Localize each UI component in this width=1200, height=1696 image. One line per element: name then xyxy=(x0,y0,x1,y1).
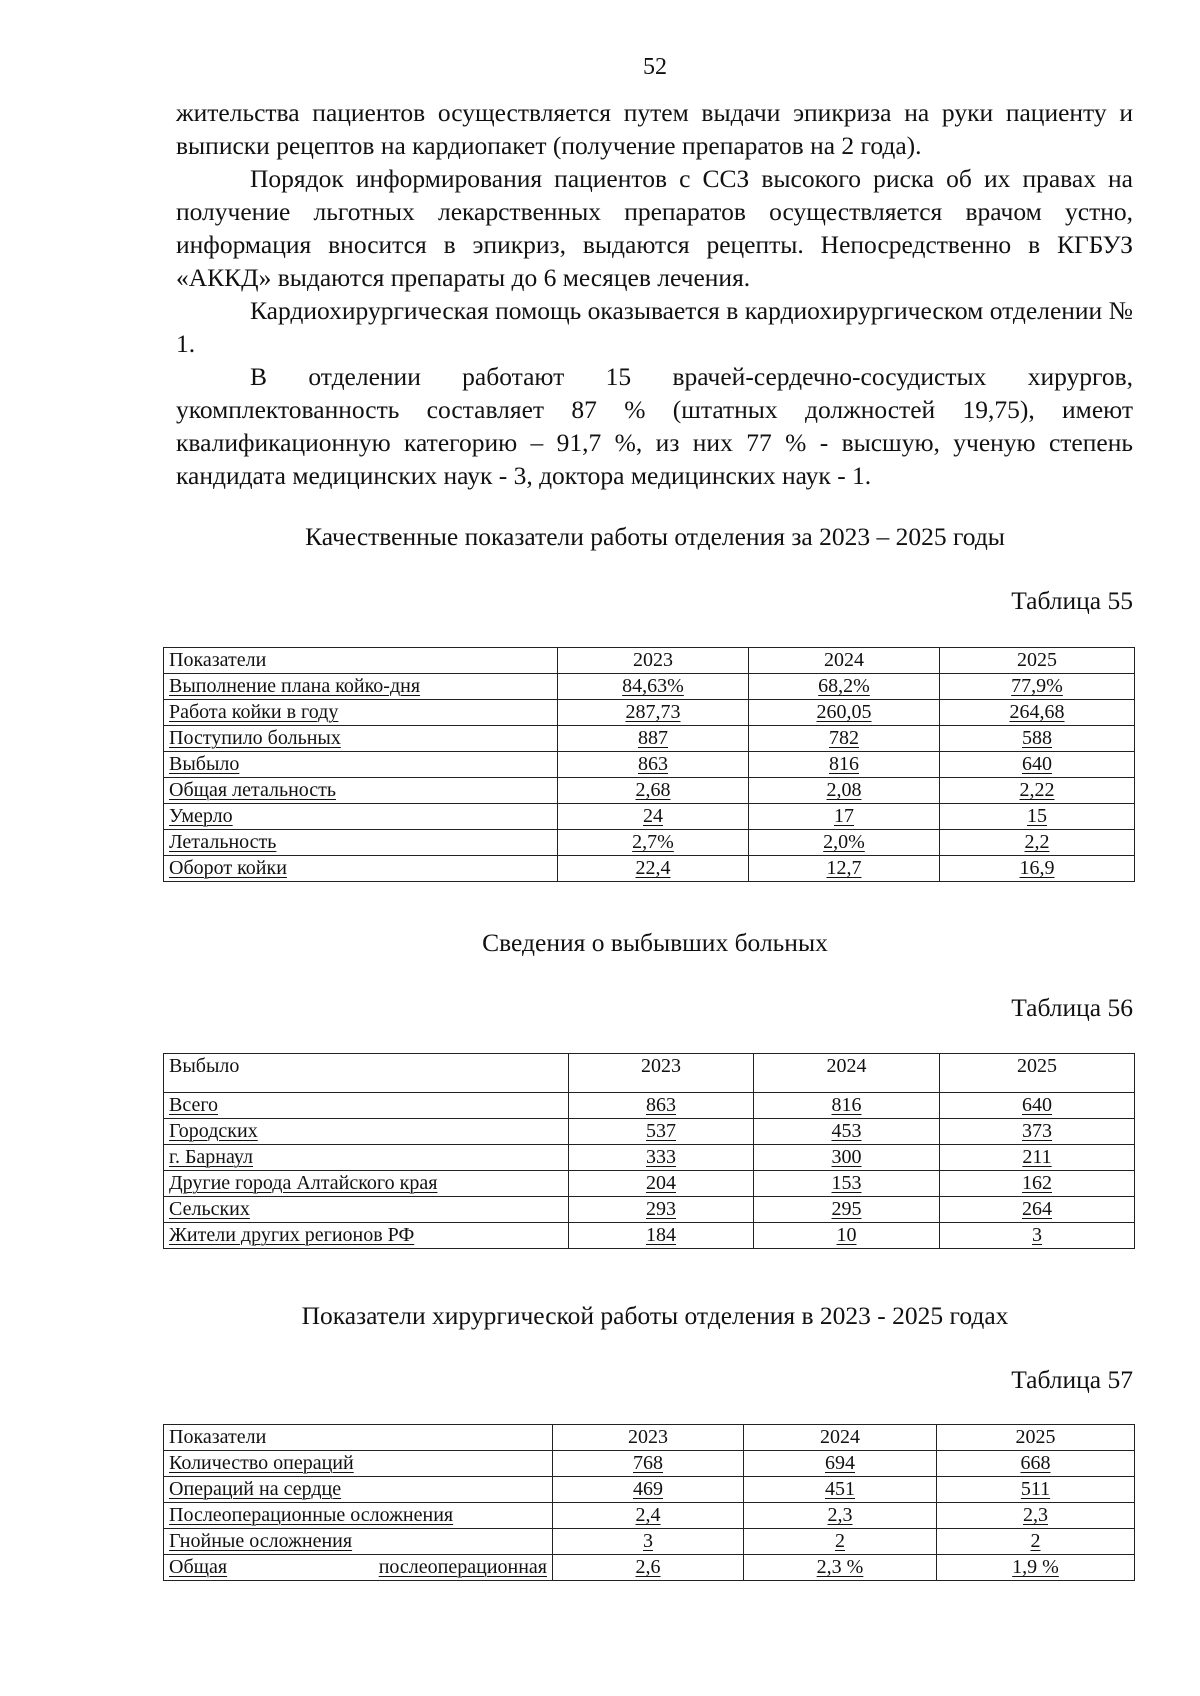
paragraph: жительства пациентов осуществляется путем выдачи эпикриза на руки пациенту и выписки рецептов на кардиопакет (получение препаратов на 2 года). xyxy=(176,98,1133,160)
table-header-row xyxy=(164,648,1135,674)
table-cell: 2,2 xyxy=(940,830,1135,856)
table-cell: 153 xyxy=(754,1171,940,1197)
table-cell: 3 xyxy=(940,1223,1135,1249)
row-label: Летальность xyxy=(164,830,558,856)
row-label: Всего xyxy=(164,1093,569,1119)
table-cell: 300 xyxy=(754,1145,940,1171)
header-cell: 2023 xyxy=(553,1425,744,1451)
table-cell: 863 xyxy=(558,752,749,778)
header-cell: Выбыло xyxy=(164,1054,569,1093)
table-cell: 2,68 xyxy=(558,778,749,804)
table55 xyxy=(163,647,1135,882)
table-cell: 15 xyxy=(940,804,1135,830)
table-row xyxy=(164,1145,1135,1171)
row-label: Жители других регионов РФ xyxy=(164,1223,569,1249)
table-cell: 668 xyxy=(937,1451,1135,1477)
row-label xyxy=(164,1555,553,1581)
row-label: Умерло xyxy=(164,804,558,830)
table-cell: 10 xyxy=(754,1223,940,1249)
table-cell: 2,08 xyxy=(749,778,940,804)
row-label: Гнойные осложнения xyxy=(164,1529,553,1555)
table-cell: 373 xyxy=(940,1119,1135,1145)
table-cell: 84,63% xyxy=(558,674,749,700)
table-cell: 24 xyxy=(558,804,749,830)
row-label: Выполнение плана койко-дня xyxy=(164,674,558,700)
table-cell: 511 xyxy=(937,1477,1135,1503)
header-cell: 2024 xyxy=(754,1054,940,1093)
table-row xyxy=(164,1093,1135,1119)
row-label-right: послеоперационная xyxy=(378,1556,547,1578)
row-label: Работа койки в году xyxy=(164,700,558,726)
table-cell: 1,9 % xyxy=(937,1555,1135,1581)
table-cell: 211 xyxy=(940,1145,1135,1171)
table56-title: Сведения о выбывших больных xyxy=(482,928,828,957)
table-cell: 17 xyxy=(749,804,940,830)
row-label: Оборот койки xyxy=(164,856,558,882)
table-row xyxy=(164,778,1135,804)
table-cell: 287,73 xyxy=(558,700,749,726)
row-label: Общая летальность xyxy=(164,778,558,804)
paragraph: Кардиохирургическая помощь оказывается в кардиохирургическом отделении № 1. xyxy=(176,296,1133,358)
table-cell: 184 xyxy=(569,1223,754,1249)
table-cell: 469 xyxy=(553,1477,744,1503)
table-row xyxy=(164,1451,1135,1477)
table-row xyxy=(164,1503,1135,1529)
table-cell: 293 xyxy=(569,1197,754,1223)
header-cell: Показатели xyxy=(164,648,558,674)
body-text xyxy=(176,96,1133,492)
page-number: 52 xyxy=(643,54,667,80)
paragraph: Порядок информирования пациентов с ССЗ высокого риска об их правах на получение льготных лекарственных препаратов осуществляется врачом устно, информация вносится в эпикриз, выдаются рецепты. Непосредственно в КГБУЗ «АККД» выдаются препараты до 6 месяцев лечения. xyxy=(176,164,1133,292)
table-cell: 863 xyxy=(569,1093,754,1119)
table-cell: 77,9% xyxy=(940,674,1135,700)
table-header-row xyxy=(164,1425,1135,1451)
table-cell: 2,3 % xyxy=(744,1555,937,1581)
header-cell: 2025 xyxy=(937,1425,1135,1451)
table55-title: Качественные показатели работы отделения за 2023 – 2025 годы xyxy=(305,522,1005,551)
table-cell: 640 xyxy=(940,1093,1135,1119)
row-label: Другие города Алтайского края xyxy=(164,1171,569,1197)
table-row xyxy=(164,1555,1135,1581)
table-cell: 2,0% xyxy=(749,830,940,856)
row-label: Городских xyxy=(164,1119,569,1145)
table-row xyxy=(164,700,1135,726)
table-row xyxy=(164,1197,1135,1223)
table56-label: Таблица 56 xyxy=(1011,993,1133,1022)
table-cell: 333 xyxy=(569,1145,754,1171)
header-cell: 2023 xyxy=(558,648,749,674)
table-row xyxy=(164,804,1135,830)
table-cell: 204 xyxy=(569,1171,754,1197)
table-row xyxy=(164,856,1135,882)
table-cell: 453 xyxy=(754,1119,940,1145)
row-label-left: Общая xyxy=(169,1556,228,1578)
table-cell: 2,7% xyxy=(558,830,749,856)
row-label: Количество операций xyxy=(164,1451,553,1477)
table-cell: 2,3 xyxy=(937,1503,1135,1529)
table-cell: 816 xyxy=(754,1093,940,1119)
table-cell: 2,22 xyxy=(940,778,1135,804)
table-cell: 816 xyxy=(749,752,940,778)
table-cell: 22,4 xyxy=(558,856,749,882)
table-row xyxy=(164,1529,1135,1555)
header-cell: 2023 xyxy=(569,1054,754,1093)
table-header-row xyxy=(164,1054,1135,1093)
table-cell: 264 xyxy=(940,1197,1135,1223)
table-cell: 68,2% xyxy=(749,674,940,700)
table-row xyxy=(164,726,1135,752)
table-cell: 2,4 xyxy=(553,1503,744,1529)
table-row xyxy=(164,674,1135,700)
row-label: Операций на сердце xyxy=(164,1477,553,1503)
table-cell: 16,9 xyxy=(940,856,1135,882)
table57-title: Показатели хирургической работы отделения в 2023 - 2025 годах xyxy=(301,1301,1009,1330)
table-cell: 3 xyxy=(553,1529,744,1555)
table-cell: 588 xyxy=(940,726,1135,752)
table-cell: 537 xyxy=(569,1119,754,1145)
header-cell: 2024 xyxy=(744,1425,937,1451)
row-label: Сельских xyxy=(164,1197,569,1223)
table-cell: 694 xyxy=(744,1451,937,1477)
table-cell: 264,68 xyxy=(940,700,1135,726)
header-cell: Показатели xyxy=(164,1425,553,1451)
table-cell: 768 xyxy=(553,1451,744,1477)
table-cell: 640 xyxy=(940,752,1135,778)
table-cell: 451 xyxy=(744,1477,937,1503)
table57-label: Таблица 57 xyxy=(1011,1365,1133,1394)
paragraph: В отделении работают 15 врачей-сердечно-сосудистых хирургов, укомплектованность составляет 87 % (штатных должностей 19,75), имеют квалификационную категорию – 91,7 %, из них 77 % - высшую, ученую степень кандидата медицинских наук - 3, доктора медицинских наук - 1. xyxy=(176,362,1133,490)
table-cell: 2,3 xyxy=(744,1503,937,1529)
header-cell: 2024 xyxy=(749,648,940,674)
header-cell: 2025 xyxy=(940,648,1135,674)
table-cell: 887 xyxy=(558,726,749,752)
table-row xyxy=(164,1223,1135,1249)
header-cell: 2025 xyxy=(940,1054,1135,1093)
table-cell: 295 xyxy=(754,1197,940,1223)
table-cell: 2 xyxy=(937,1529,1135,1555)
table-row xyxy=(164,1119,1135,1145)
row-label: Поступило больных xyxy=(164,726,558,752)
table-row xyxy=(164,1477,1135,1503)
table-row xyxy=(164,1171,1135,1197)
table55-label: Таблица 55 xyxy=(1011,586,1133,615)
table-cell: 12,7 xyxy=(749,856,940,882)
row-label: Выбыло xyxy=(164,752,558,778)
table-row xyxy=(164,830,1135,856)
row-label: Послеоперационные осложнения xyxy=(164,1503,553,1529)
table-cell: 2,6 xyxy=(553,1555,744,1581)
table-cell: 2 xyxy=(744,1529,937,1555)
table-cell: 782 xyxy=(749,726,940,752)
table56 xyxy=(163,1053,1135,1249)
table-cell: 260,05 xyxy=(749,700,940,726)
table-row xyxy=(164,752,1135,778)
table-cell: 162 xyxy=(940,1171,1135,1197)
table57 xyxy=(163,1424,1135,1581)
row-label: г. Барнаул xyxy=(164,1145,569,1171)
